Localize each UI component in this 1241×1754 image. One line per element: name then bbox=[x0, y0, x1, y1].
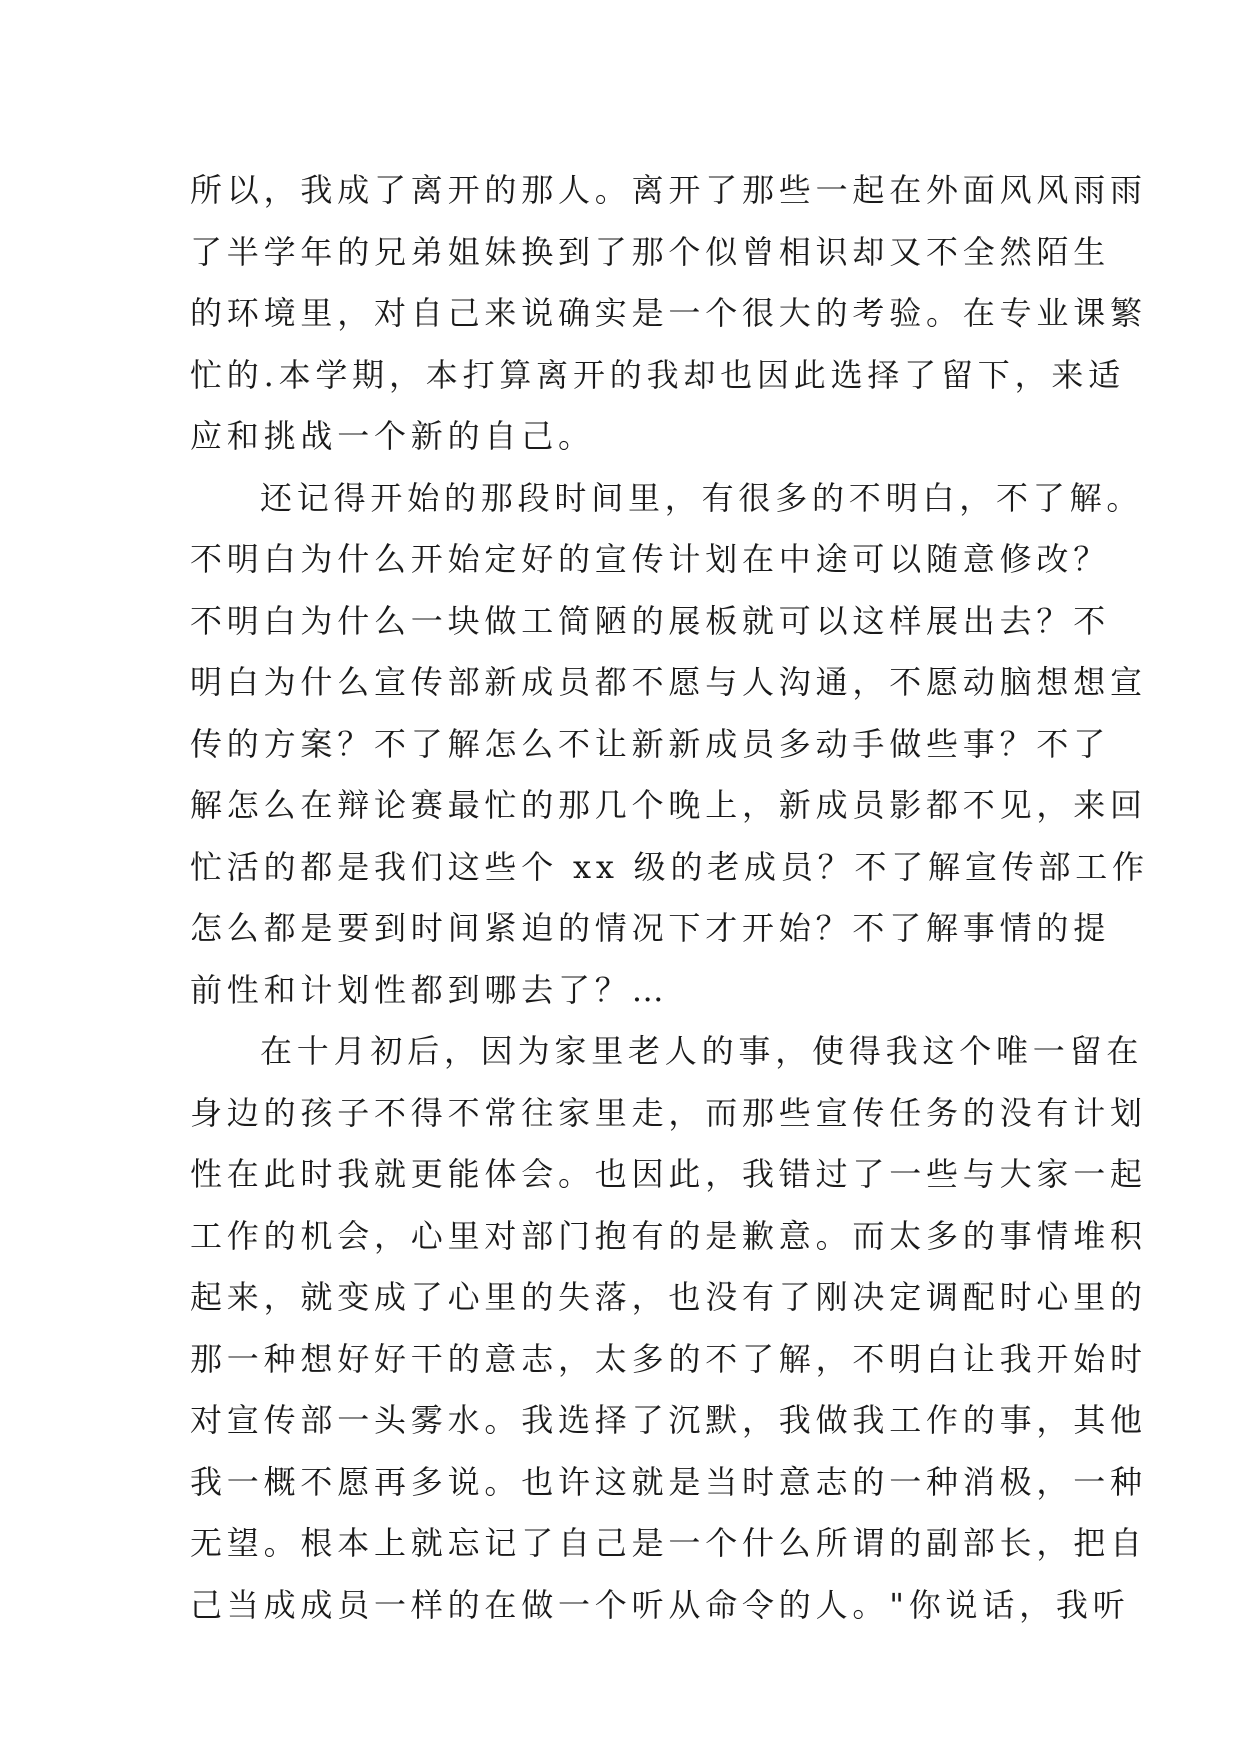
text-line: 己当成成员一样的在做一个听从命令的人。"你说话，我听 bbox=[190, 1585, 1130, 1624]
text-line: 忙活的都是我们这些个 xx 级的老成员？不了解宣传部工作 bbox=[190, 847, 1149, 886]
text-line: 性在此时我就更能体会。也因此，我错过了一些与大家一起 bbox=[190, 1155, 1147, 1193]
text-line: 解怎么在辩论赛最忙的那几个晚上，新成员影都不见，来回 bbox=[190, 786, 1147, 824]
text-line: 怎么都是要到时间紧迫的情况下才开始？不了解事情的提 bbox=[190, 909, 1111, 947]
text-line: 无望。根本上就忘记了自己是一个什么所谓的副部长，把自 bbox=[190, 1524, 1147, 1562]
text-line: 身边的孩子不得不常往家里走，而那些宣传任务的没有计划 bbox=[190, 1093, 1147, 1132]
text-line: 明白为什么宣传部新成员都不愿与人沟通，不愿动脑想想宣 bbox=[190, 663, 1147, 701]
text-line: 的环境里，对自己来说确实是一个很大的考验。在专业课繁 bbox=[190, 294, 1147, 332]
text-line: 起来，就变成了心里的失落，也没有了刚决定调配时心里的 bbox=[190, 1278, 1147, 1316]
body-text bbox=[190, 160, 1149, 1636]
text-line: 我一概不愿再多说。也许这就是当时意志的一种消极，一种 bbox=[190, 1462, 1147, 1501]
text-line: 忙的.本学期，本打算离开的我却也因此选择了留下，来适 bbox=[190, 355, 1125, 394]
text-line: 了半学年的兄弟姐妹换到了那个似曾相识却又不全然陌生 bbox=[190, 232, 1111, 271]
text-line: 不明白为什么一块做工简陋的展板就可以这样展出去？不 bbox=[190, 601, 1111, 640]
text-line: 前性和计划性都到哪去了？… bbox=[190, 970, 669, 1009]
text-line: 对宣传部一头雾水。我选择了沉默，我做我工作的事，其他 bbox=[190, 1401, 1147, 1439]
paragraph-first-line: 在十月初后，因为家里老人的事，使得我这个唯一留在 bbox=[260, 1032, 1144, 1070]
text-line: 应和挑战一个新的自己。 bbox=[190, 417, 595, 455]
text-line: 工作的机会，心里对部门抱有的是歉意。而太多的事情堆积 bbox=[190, 1216, 1147, 1255]
text-line: 传的方案？不了解怎么不让新新成员多动手做些事？不了 bbox=[190, 724, 1111, 763]
text-line: 所以，我成了离开的那人。离开了那些一起在外面风风雨雨 bbox=[190, 171, 1147, 209]
text-line: 那一种想好好干的意志，太多的不了解，不明白让我开始时 bbox=[190, 1339, 1147, 1378]
text-line: 不明白为什么开始定好的宣传计划在中途可以随意修改？ bbox=[190, 540, 1111, 578]
paragraph-first-line: 还记得开始的那段时间里，有很多的不明白，不了解。 bbox=[260, 478, 1144, 517]
